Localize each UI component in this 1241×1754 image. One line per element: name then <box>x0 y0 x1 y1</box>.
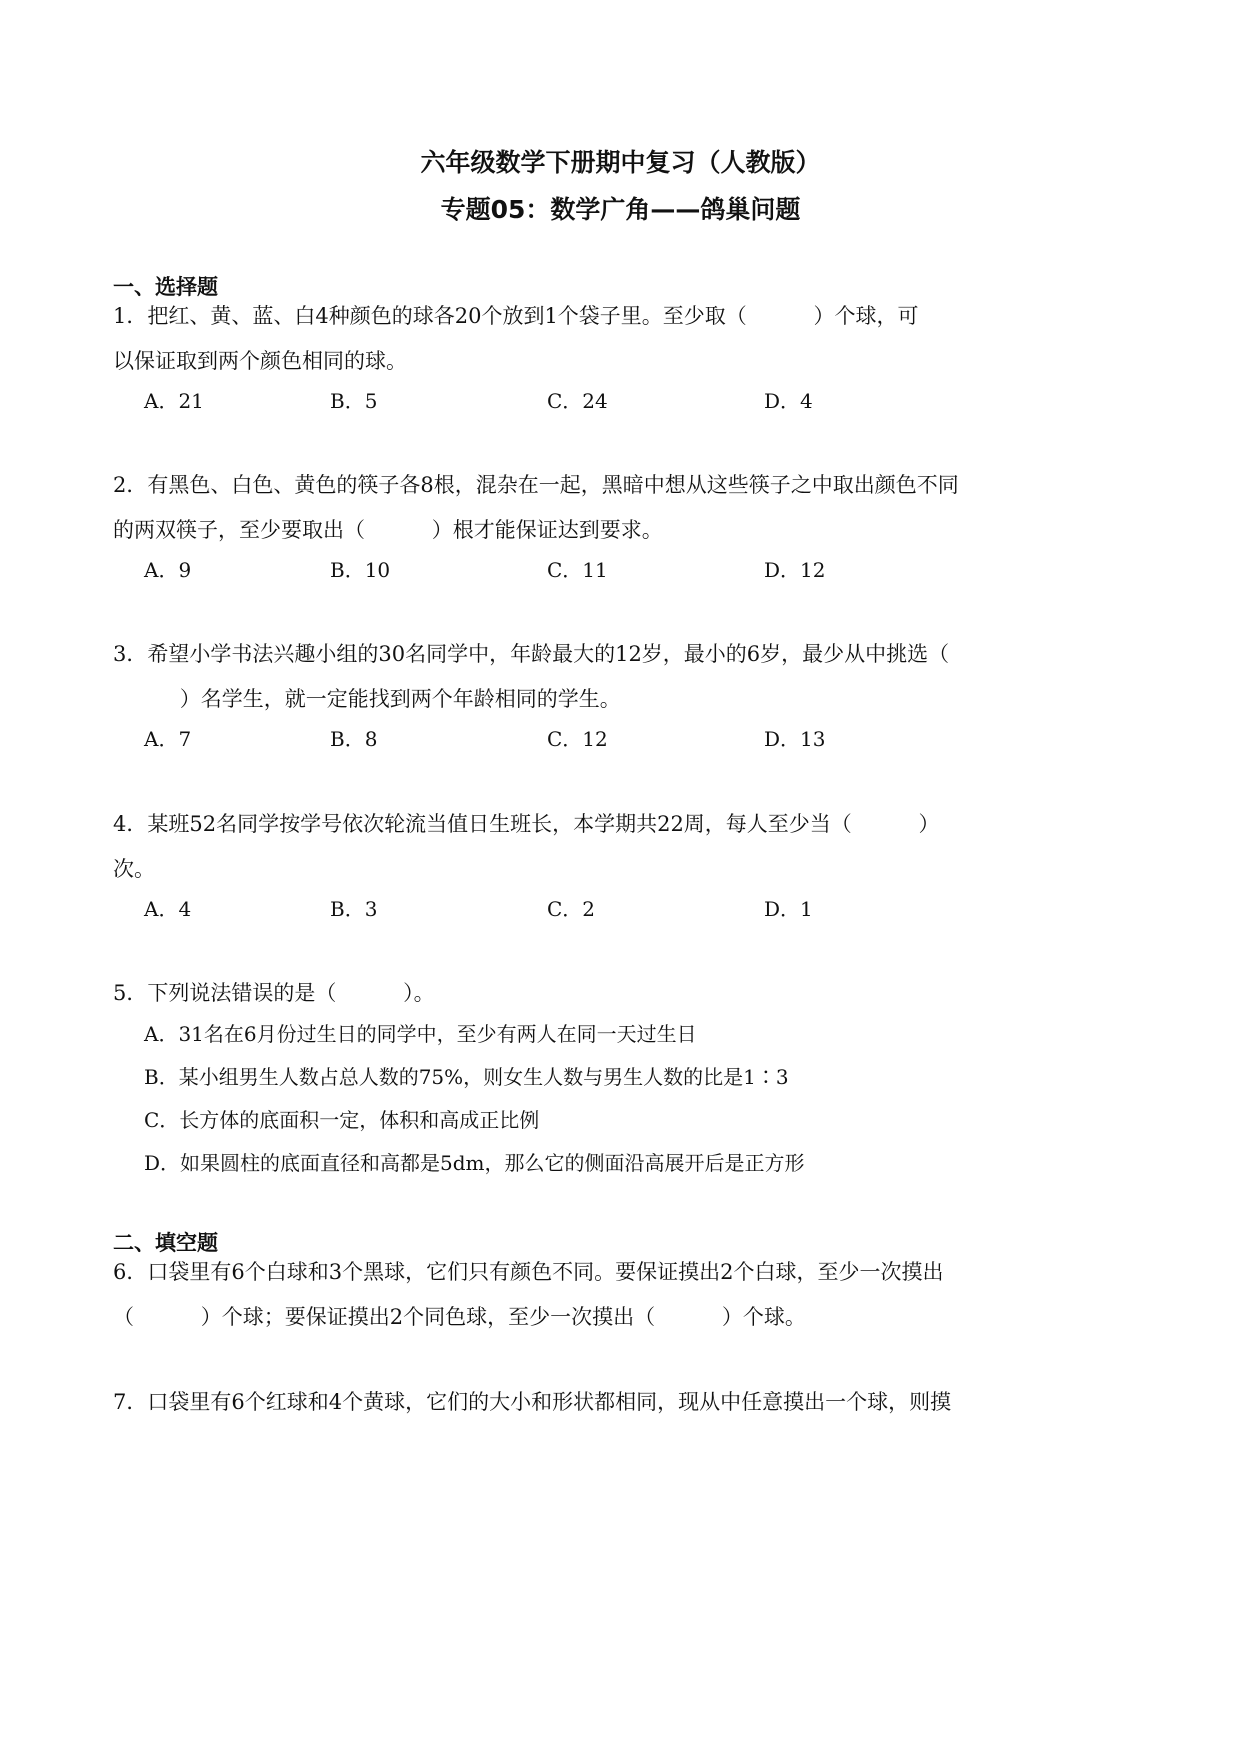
question-1-option-d: D．4 <box>764 389 813 413</box>
question-3-line-2: ）名学生，就一定能找到两个年龄相同的学生。 <box>113 687 621 711</box>
page-title: 六年级数学下册期中复习（人教版） <box>420 148 821 177</box>
question-1-line-2: 以保证取到两个颜色相同的球。 <box>113 349 407 373</box>
question-5-option-b: B．某小组男生人数占总人数的75%，则女生人数与男生人数的比是1∶3 <box>144 1065 789 1089</box>
question-2-line-2: 的两双筷子，至少要取出（ ）根才能保证达到要求。 <box>113 518 663 542</box>
page-subtitle: 专题05：数学广角——鸽巢问题 <box>440 195 801 224</box>
question-5-option-d: D．如果圆柱的底面直径和高都是5dm，那么它的侧面沿高展开后是正方形 <box>144 1151 805 1175</box>
question-2-option-c: C．11 <box>547 558 608 582</box>
section-heading-choice: 一、选择题 <box>113 275 218 299</box>
question-6-line-1: 6．口袋里有6个白球和3个黑球，它们只有颜色不同。要保证摸出2个白球，至少一次摸出 <box>113 1260 944 1284</box>
question-3-line-1: 3．希望小学书法兴趣小组的30名同学中，年龄最大的12岁，最小的6岁，最少从中挑选（ <box>113 642 950 666</box>
question-4-option-c: C．2 <box>547 897 596 921</box>
question-4-line-2: 次。 <box>113 857 155 881</box>
question-3-option-c: C．12 <box>547 727 608 751</box>
question-7-line-1: 7．口袋里有6个红球和4个黄球，它们的大小和形状都相同，现从中任意摸出一个球，则摸 <box>113 1390 952 1414</box>
question-6-line-2: （ ）个球；要保证摸出2个同色球，至少一次摸出（ ）个球。 <box>113 1305 806 1329</box>
question-2-option-d: D．12 <box>764 558 826 582</box>
question-1-option-a: A．21 <box>144 389 204 413</box>
question-5-option-a: A．31名在6月份过生日的同学中，至少有两人在同一天过生日 <box>144 1022 697 1046</box>
question-5-line-1: 5．下列说法错误的是（ ）。 <box>113 981 435 1005</box>
question-5-option-c: C．长方体的底面积一定，体积和高成正比例 <box>144 1108 540 1132</box>
question-1-option-b: B．5 <box>330 389 378 413</box>
section-heading-fill: 二、填空题 <box>113 1231 218 1255</box>
question-3-option-a: A．7 <box>144 727 192 751</box>
question-1-option-c: C．24 <box>547 389 608 413</box>
question-4-option-b: B．3 <box>330 897 378 921</box>
question-2-option-b: B．10 <box>330 558 391 582</box>
question-4-option-a: A．4 <box>144 897 192 921</box>
question-4-option-d: D．1 <box>764 897 813 921</box>
question-2-line-1: 2．有黑色、白色、黄色的筷子各8根，混杂在一起，黑暗中想从这些筷子之中取出颜色不同 <box>113 473 959 497</box>
question-3-option-d: D．13 <box>764 727 826 751</box>
question-2-option-a: A．9 <box>144 558 192 582</box>
question-4-line-1: 4．某班52名同学按学号依次轮流当值日生班长，本学期共22周，每人至少当（ ） <box>113 812 940 836</box>
question-3-option-b: B．8 <box>330 727 378 751</box>
question-1-line-1: 1．把红、黄、蓝、白4种颜色的球各20个放到1个袋子里。至少取（ ）个球，可 <box>113 304 919 328</box>
